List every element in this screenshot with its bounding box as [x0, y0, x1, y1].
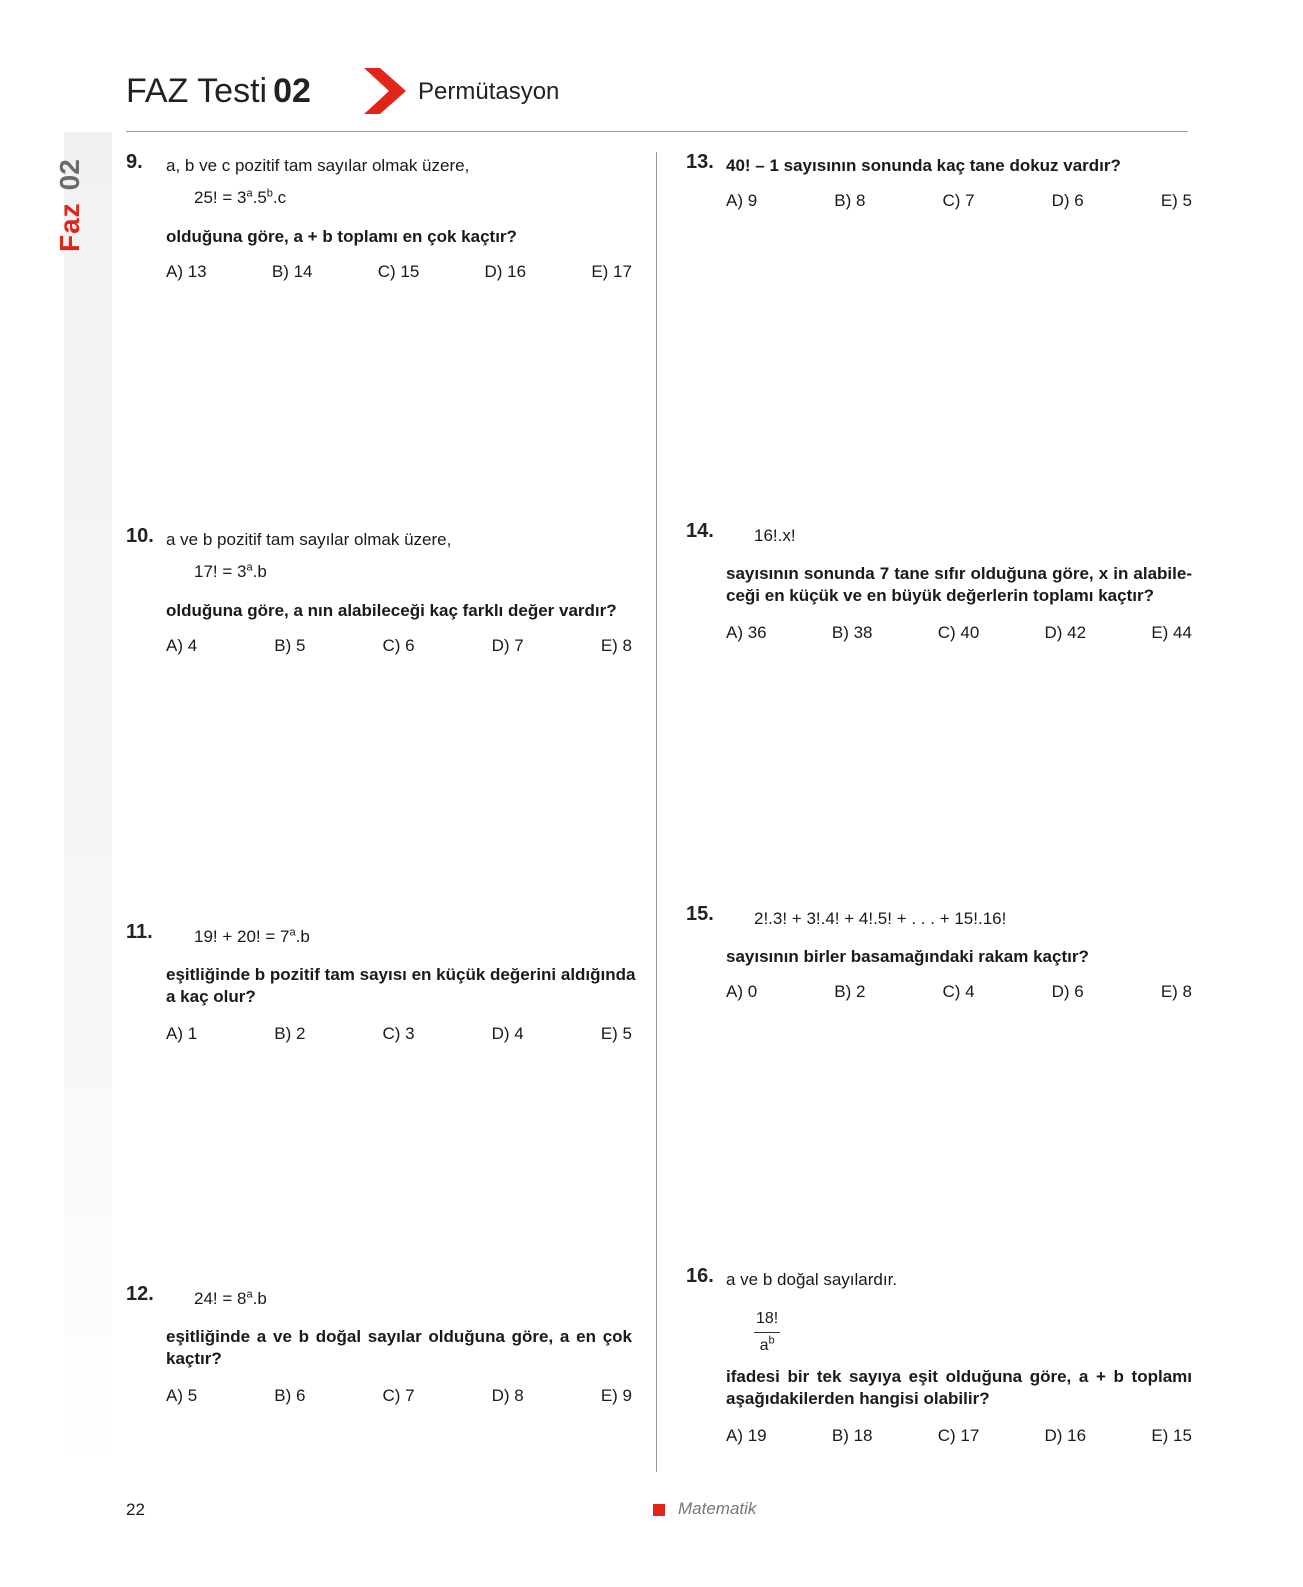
- option-b[interactable]: B) 2: [834, 982, 866, 1001]
- expression: 2!.3! + 3!.4! + 4!.5! + . . . + 15!.16!: [754, 909, 1007, 928]
- option-d[interactable]: D) 42: [1044, 623, 1087, 642]
- option-a[interactable]: A) 0: [726, 982, 758, 1001]
- question-10: [126, 525, 632, 675]
- option-e[interactable]: E) 17: [591, 262, 632, 281]
- equation: 17! = $3^a.b$: [194, 561, 267, 581]
- option-c[interactable]: C) 15: [377, 262, 420, 281]
- option-d[interactable]: D) 7: [491, 636, 524, 655]
- option-e[interactable]: E) 5: [600, 1024, 632, 1043]
- option-a[interactable]: A) 13: [166, 262, 207, 281]
- option-b[interactable]: B) 38: [831, 623, 873, 642]
- option-c[interactable]: C) 7: [382, 1386, 415, 1405]
- question-number: 10.: [126, 525, 154, 547]
- option-a[interactable]: A) 4: [166, 636, 198, 655]
- option-a[interactable]: A) 1: [166, 1024, 198, 1043]
- option-b[interactable]: B) 8: [834, 191, 866, 210]
- fraction: [754, 1307, 780, 1357]
- question-text: sayısının birler basamağındaki rakam kaçtır?: [726, 947, 1089, 966]
- question-number: 16.: [686, 1265, 714, 1287]
- chevron-right-icon: [364, 68, 406, 114]
- option-e[interactable]: E) 15: [1151, 1426, 1192, 1445]
- answer-options: [166, 1386, 632, 1406]
- option-a[interactable]: A) 5: [166, 1386, 198, 1405]
- square-icon: [653, 1504, 665, 1516]
- answer-options: [726, 982, 1192, 1002]
- answer-options: [726, 191, 1192, 211]
- question-number: 13.: [686, 151, 714, 173]
- option-b[interactable]: B) 14: [271, 262, 313, 281]
- question-number: 11.: [126, 921, 153, 943]
- option-d[interactable]: D) 4: [491, 1024, 524, 1043]
- option-b[interactable]: B) 2: [274, 1024, 306, 1043]
- option-e[interactable]: E) 8: [600, 636, 632, 655]
- equation: 25! = $3^a.5^b.c$: [194, 187, 287, 207]
- question-text-line-1: eşitliğinde b pozitif tam sayısı en küçük değerini aldığında: [166, 965, 636, 984]
- side-label: [54, 122, 86, 252]
- question-intro: a, b ve c pozitif tam sayılar olmak üzere,: [166, 156, 470, 175]
- question-text-line-1: ifadesi bir tek sayıya eşit olduğuna göre, a + b toplamı: [726, 1367, 1192, 1386]
- test-number: 02: [273, 72, 311, 110]
- option-a[interactable]: A) 9: [726, 191, 758, 210]
- side-label-number: 02: [54, 159, 85, 191]
- option-a[interactable]: A) 36: [726, 623, 767, 642]
- question-text-line-2: ceği en küçük ve en büyük değerlerin toplamı kaçtır?: [726, 586, 1154, 605]
- question-text: olduğuna göre, a nın alabileceği kaç farklı değer vardır?: [166, 601, 617, 620]
- column-divider: [656, 152, 657, 1472]
- option-e[interactable]: E) 5: [1160, 191, 1192, 210]
- expression: 16!.x!: [754, 526, 796, 545]
- header-divider: [126, 131, 1188, 132]
- question-16: [686, 1265, 1192, 1455]
- answer-options: [726, 623, 1192, 643]
- option-e[interactable]: E) 9: [600, 1386, 632, 1405]
- option-d[interactable]: D) 6: [1051, 982, 1084, 1001]
- side-strip: [64, 132, 112, 1477]
- option-b[interactable]: B) 6: [274, 1386, 306, 1405]
- question-text: olduğuna göre, a + b toplamı en çok kaçtır?: [166, 227, 517, 246]
- question-12: [126, 1283, 632, 1423]
- test-title-text: FAZ Testi: [126, 72, 268, 110]
- option-e[interactable]: E) 44: [1151, 623, 1192, 642]
- option-d[interactable]: D) 6: [1051, 191, 1084, 210]
- question-9: [126, 151, 632, 301]
- question-14: [686, 520, 1192, 660]
- option-e[interactable]: E) 8: [1160, 982, 1192, 1001]
- question-text-line-2: aşağıdakilerden hangisi olabilir?: [726, 1389, 990, 1408]
- equation: 19! + 20! = $7^a.b$: [194, 926, 310, 946]
- question-text-line-1: eşitliğinde a ve b doğal sayılar olduğuna göre, a en çok: [166, 1327, 632, 1346]
- test-title: [126, 72, 311, 111]
- option-d[interactable]: D) 16: [484, 262, 527, 281]
- question-text-line-1: sayısının sonunda 7 tane sıfır olduğuna göre, x in alabile-: [726, 564, 1192, 583]
- fraction-numerator: 18!: [754, 1307, 780, 1333]
- topic-title: Permütasyon: [418, 78, 560, 105]
- question-text-line-2: a kaç olur?: [166, 987, 256, 1006]
- equation: 24! = $8^a.b$: [194, 1288, 267, 1308]
- answer-options: [166, 1024, 632, 1044]
- option-b[interactable]: B) 5: [274, 636, 306, 655]
- option-c[interactable]: C) 6: [382, 636, 415, 655]
- option-c[interactable]: C) 7: [942, 191, 975, 210]
- question-number: 15.: [686, 903, 714, 925]
- question-11: [126, 921, 636, 1061]
- fraction-denominator: $a^b$: [759, 1334, 775, 1354]
- option-c[interactable]: C) 3: [382, 1024, 415, 1043]
- question-number: 9.: [126, 151, 143, 173]
- question-intro: a ve b pozitif tam sayılar olmak üzere,: [166, 530, 452, 549]
- option-d[interactable]: D) 16: [1044, 1426, 1087, 1445]
- option-d[interactable]: D) 8: [491, 1386, 524, 1405]
- option-c[interactable]: C) 4: [942, 982, 975, 1001]
- subject-label: Matematik: [678, 1499, 757, 1518]
- question-intro: a ve b doğal sayılardır.: [726, 1270, 898, 1289]
- side-label-text: Faz: [54, 202, 85, 252]
- option-a[interactable]: A) 19: [726, 1426, 767, 1445]
- answer-options: [726, 1426, 1192, 1446]
- question-13: [686, 151, 1192, 221]
- question-number: 14.: [686, 520, 714, 542]
- page-number: 22: [126, 1500, 145, 1519]
- question-number: 12.: [126, 1283, 154, 1305]
- question-text-line-2: kaçtır?: [166, 1349, 222, 1368]
- answer-options: [166, 262, 632, 282]
- question-15: [686, 903, 1192, 1013]
- answer-options: [166, 636, 632, 656]
- option-c[interactable]: C) 17: [937, 1426, 980, 1445]
- option-b[interactable]: B) 18: [831, 1426, 873, 1445]
- question-text: 40! – 1 sayısının sonunda kaç tane dokuz vardır?: [726, 156, 1121, 175]
- option-c[interactable]: C) 40: [937, 623, 980, 642]
